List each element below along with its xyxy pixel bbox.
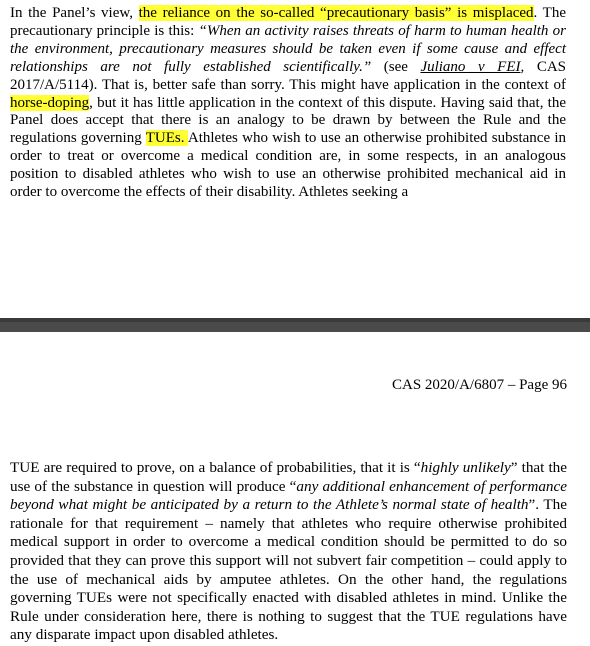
italic-text: any additional enhancement of performance beyond what might be anticipated by a return to the Athlete’s normal state of health [10, 477, 567, 514]
highlighted-text: horse-doping [10, 94, 90, 111]
italic-text: highly unlikely [420, 459, 511, 476]
text-run: In the Panel’s view, [10, 5, 139, 21]
text-run: ”. The rationale for that requirement – namely that athletes who require otherwise prohibited medical support in order to overcome a medical condition should be permitted to do so provided that they can prove this support will not subvert fair competition – could apply to the use of mechanical aids by amputee athletes. On the other hand, the regulations governing TUEs were not specifically enacted with disabled athletes in mind. Unlike the Rule under consideration here, there is nothing to suggest that the TUE regulations have any disparate impact upon disabled athletes. [10, 496, 567, 644]
text-run: , but it has little application in the context of this dispute. Having said that, the Panel does accept that there is an analogy to be drawn by between the Rule and the regulations governing [10, 94, 566, 147]
body-paragraph [10, 459, 567, 645]
italic-text: “When an activity raises threats of harm to human health or the environment, precautionary measures should be taken even if some cause and effect relationships are not fully established scientifically.” [10, 22, 566, 75]
page-divider-shadow [0, 318, 590, 322]
text-run: , CAS 2017/A/5114). That is, better safe than sorry. This might have application in the context of [10, 58, 566, 93]
text-run: Athletes who wish to use an otherwise prohibited substance in order to treat or overcome a medical condition are, in some respects, in an analogous position to disabled athletes who wish to use an otherwise prohibited mechanical aid in order to overcome the effects of their disability. Athletes seeking a [10, 130, 567, 201]
case-reference-link: Juliano v FEI [420, 58, 521, 75]
document-page-bottom [0, 332, 590, 646]
text-run: TUE are required to prove, on a balance of probabilities, that it is “ [10, 459, 421, 476]
text-run: (see [371, 58, 421, 75]
text-run: ” that the use of the substance in question will produce “ [10, 459, 568, 495]
text-run: . The precautionary principle is this: [10, 5, 566, 39]
document-page-top [0, 0, 590, 318]
highlighted-text: the reliance on the so-called “precautionary basis” is misplaced [138, 5, 534, 21]
page-divider [0, 318, 590, 332]
highlighted-text: TUEs. [145, 130, 188, 147]
page-header: CAS 2020/A/6807 – Page 96 [391, 377, 567, 393]
body-paragraph [10, 5, 566, 202]
